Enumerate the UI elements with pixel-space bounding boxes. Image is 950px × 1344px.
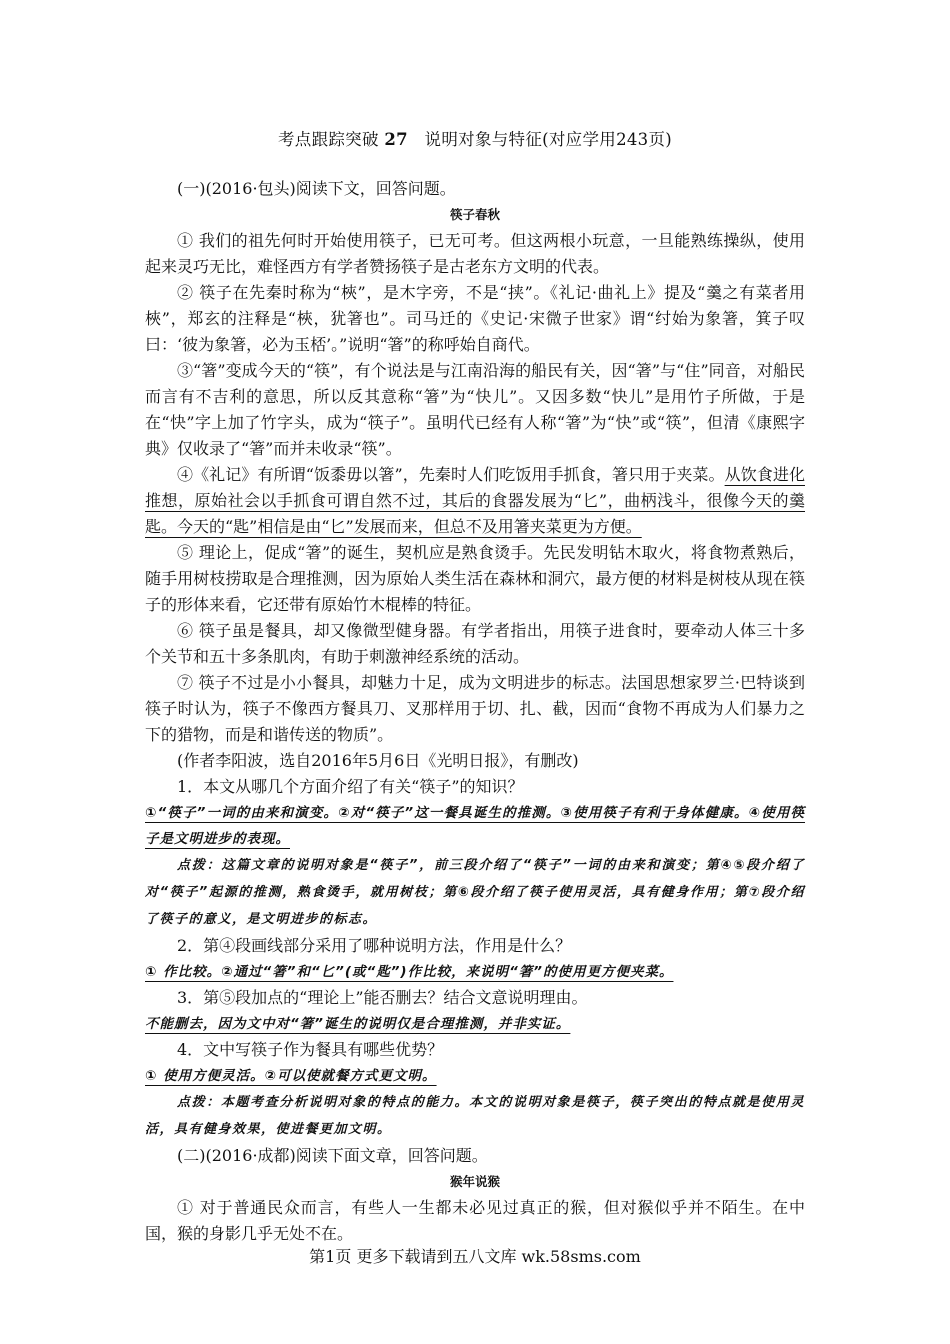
question-3: 3．第⑤段加点的“理论上”能否删去？结合文意说明理由。 [177,988,588,1007]
question-4: 4．文中写筷子作为餐具有哪些优势？ [177,1040,444,1059]
section2-heading: (二)(2016·成都)阅读下面文章，回答问题。 [177,1146,488,1165]
title-number: 27 [384,130,408,149]
article1-paragraph: ⑦ 筷子不过是小小餐具，却魅力十足，成为文明进步的标志。法国思想家罗兰·巴特谈到筷子时认为，筷子不像西方餐具刀、叉那样用于切、扎、截，因而“食物不再成为人们暴力之下的猎物，而是和谐传送的物质”。 [145,673,805,744]
article1-paragraph-4 [145,462,805,540]
underlined-passage: 从饮食进化推想，原始社会以手抓食可谓自然不过，其后的食器发展为“匕”，曲柄浅斗，很像今天的羹匙。今天的“匙”相信是由“匕”发展而来，但总不及用箸夹菜更为方便。 [145,465,805,536]
article2-paragraph: ① 对于普通民众而言，有些人一生都未必见过真正的猴，但对猴似乎并不陌生。在中国，猴的身影几乎无处不在。 [145,1198,805,1243]
answer-4-text: ① 使用方便灵活。②可以使就餐方式更文明。 [145,1068,437,1084]
page-footer: 第1页 更多下载请到五八文库 wk.58sms.com [309,1247,641,1266]
section1-heading: (一)(2016·包头)阅读下文，回答问题。 [177,179,456,198]
article2-title: 猴年说猴 [449,1174,500,1189]
article1-source: (作者李阳波，选自2016年5月6日《光明日报》，有删改) [177,751,579,770]
title-text: 说明对象与特征(对应学用243页) [424,130,673,149]
article1-paragraph: ③“箸”变成今天的“筷”，有个说法是与江南沿海的船民有关，因“箸”与“住”同音，对船民而言有不吉利的意思，所以反其意称“箸”为“快儿”。又因多数“快儿”是用竹子所做，于是在“快”字上加了竹字头，成为“筷子”。虽明代已经有人称“箸”为“快”或“筷”，但清《康熙字典》仅收录了“箸”而并未收录“筷”。 [145,361,805,458]
article1-paragraph: ⑥ 筷子虽是餐具，却又像微型健身器。有学者指出，用筷子进食时，要牵动人体三十多个关节和五十多条肌肉，有助于刺激神经系统的活动。 [145,621,805,666]
page-title [0,126,950,150]
article1-paragraph: ② 筷子在先秦时称为“梜”，是木字旁，不是“挟”。《礼记·曲礼上》提及“羹之有菜者用梜”，郑玄的注释是“梜，犹箸也”。司马迁的《史记·宋微子世家》谓“纣始为象箸，箕子叹曰：‘彼为象箸，必为玉桮’。”说明“箸”的称呼始自商代。 [145,283,805,354]
answer-2-text: ① 作比较。②通过“箸”和“匕”(或“匙”)作比较，来说明“箸”的使用更方便夹菜。 [145,964,674,980]
answer-2 [145,959,805,985]
answer-4 [145,1063,805,1089]
answer-1-text: ①“筷子”一词的由来和演变。②对“筷子”这一餐具诞生的推测。③使用筷子有利于身体健康。④使用筷子是文明进步的表现。 [145,805,805,847]
article1-paragraph: ① 我们的祖先何时开始使用筷子，已无可考。但这两根小玩意，一旦能熟练操纵，使用起来灵巧无比，难怪西方有学者赞扬筷子是古老东方文明的代表。 [145,231,805,276]
title-prefix: 考点跟踪突破 [277,130,379,149]
answer-3-text: 不能删去，因为文中对“箸”诞生的说明仅是合理推测，并非实证。 [145,1016,571,1032]
main-content [145,176,805,1247]
article1-paragraph: ⑤ 理论上，促成“箸”的诞生，契机应是熟食烫手。先民发明钻木取火，将食物煮熟后，随手用树枝捞取是合理推测，因为原始人类生活在森林和洞穴，最方便的材料是树枝从现在筷子的形体来看，它还带有原始竹木棍棒的特征。 [145,543,805,614]
question-1: 1．本文从哪几个方面介绍了有关“筷子”的知识？ [177,777,524,796]
paragraph-4-start: ④《礼记》有所谓“饭黍毋以箸”，先秦时人们吃饭用手抓食，箸只用于夹菜。 [177,465,725,484]
article1-title: 筷子春秋 [449,207,500,222]
answer-3 [145,1011,805,1037]
question-2: 2．第④段画线部分采用了哪种说明方法，作用是什么？ [177,936,572,955]
note-1: 点拨：这篇文章的说明对象是“筷子”，前三段介绍了“筷子”一词的由来和演变；第④⑤段介绍了对“筷子”起源的推测，熟食烫手，就用树枝；第⑥段介绍了筷子使用灵活，具有健身作用；第⑦段介绍了筷子的意义，是文明进步的标志。 [145,858,805,927]
note-4: 点拨：本题考查分析说明对象的特点的能力。本文的说明对象是筷子，筷子突出的特点就是使用灵活，具有健身效果，使进餐更加文明。 [145,1095,805,1137]
answer-1 [145,800,805,852]
